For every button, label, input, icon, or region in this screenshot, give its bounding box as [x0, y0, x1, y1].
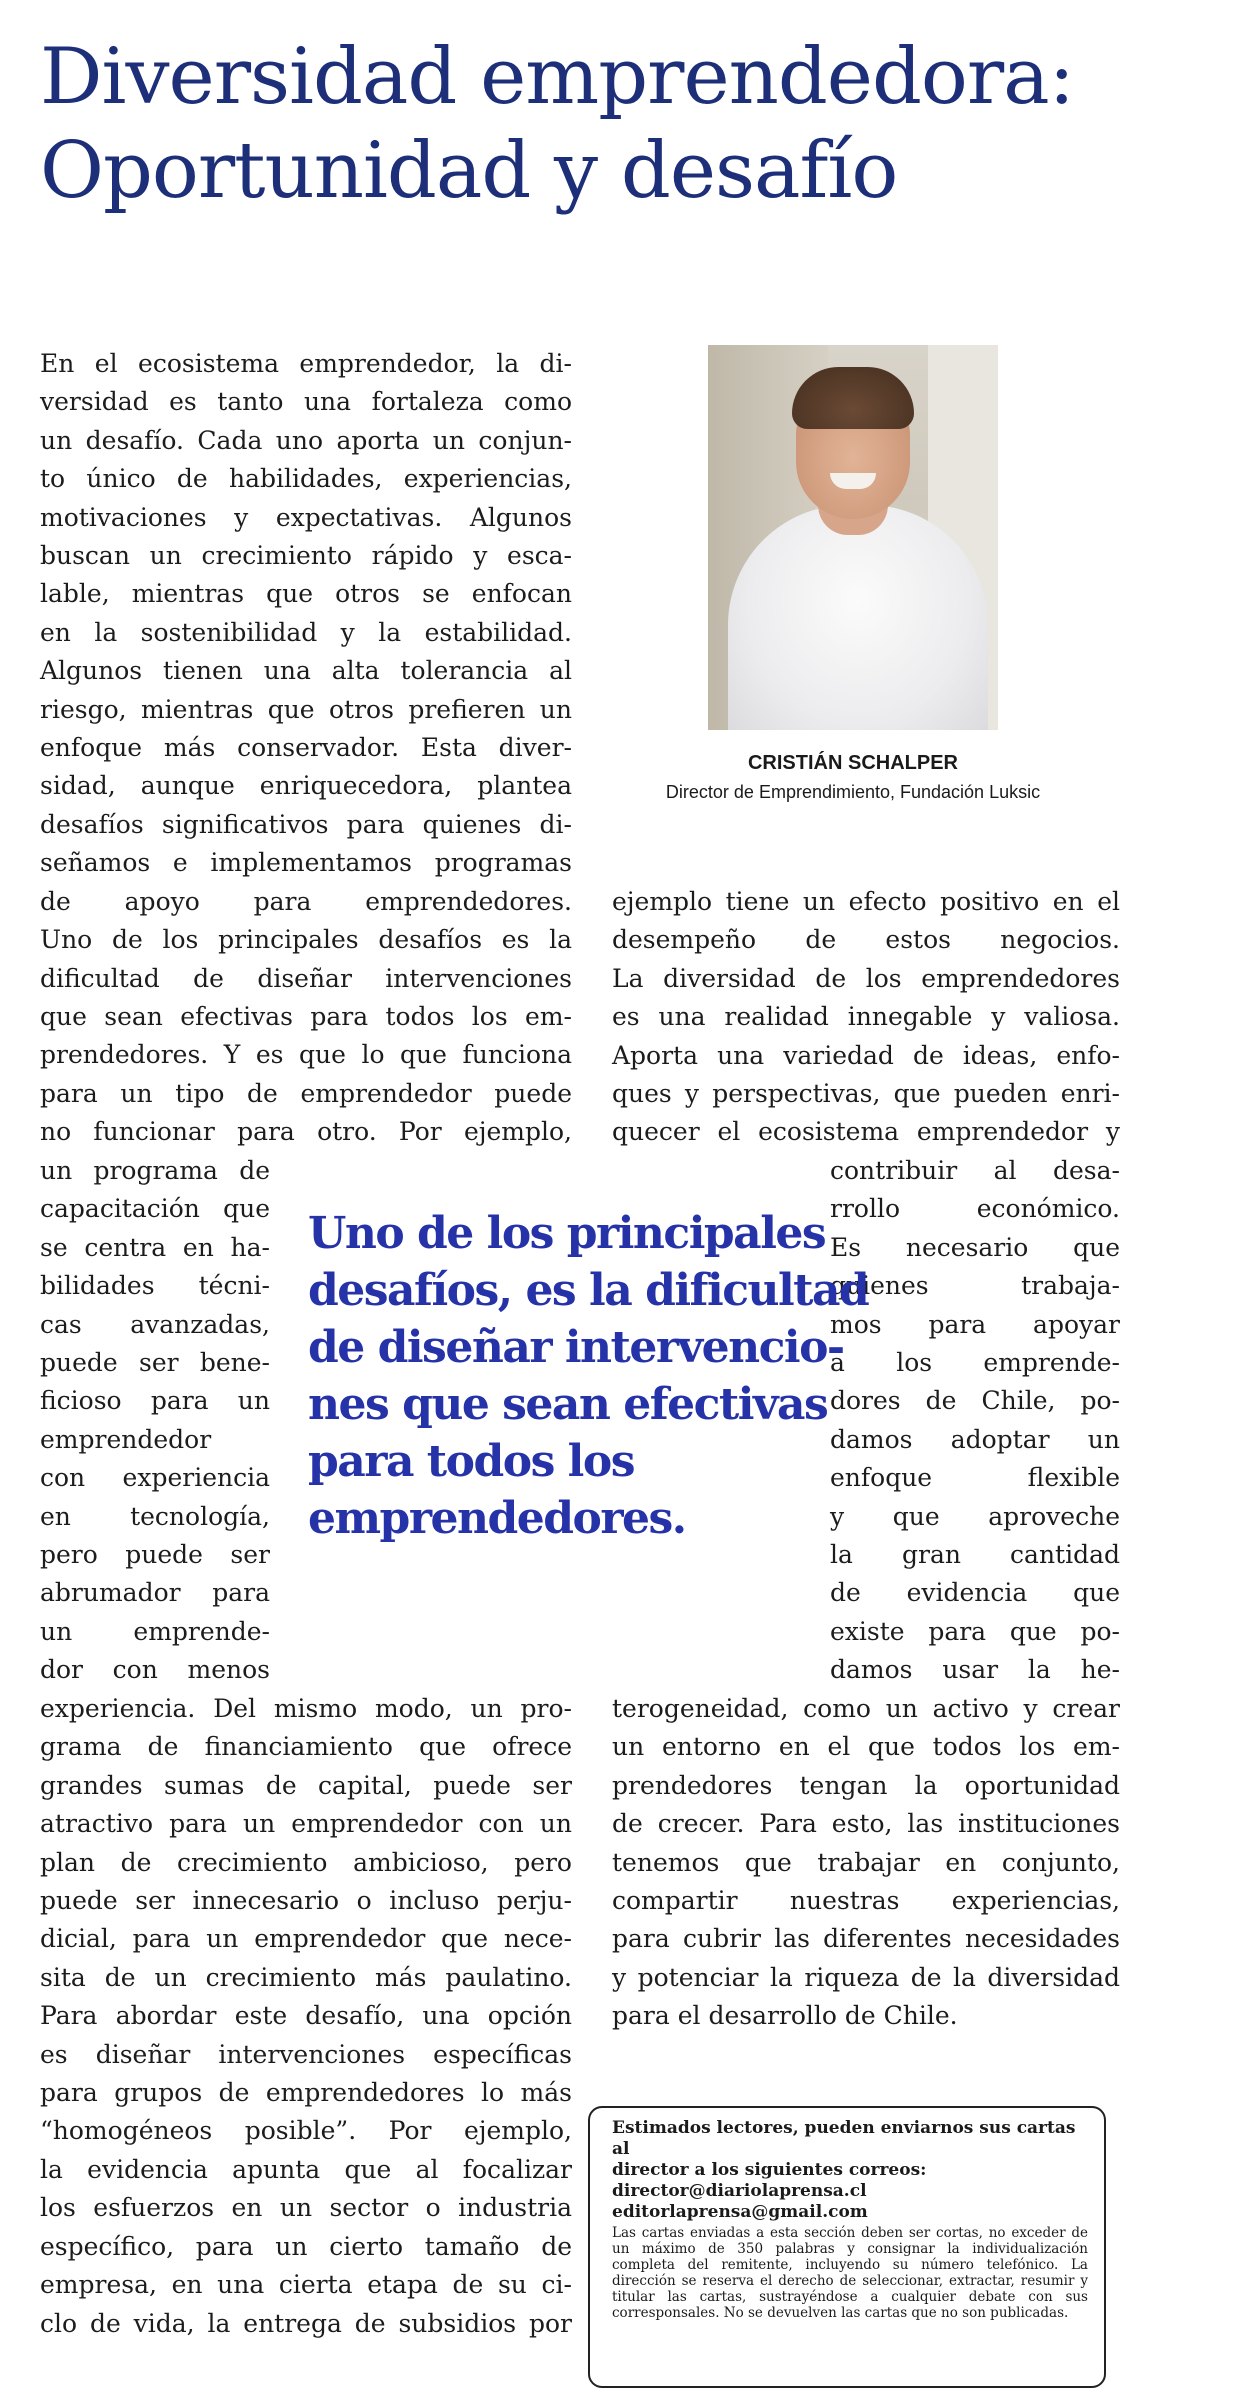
- pull-quote: [308, 1205, 869, 1547]
- letters-email-director: director@diariolaprensa.cl: [612, 2181, 867, 2201]
- text-line: sita de un crecimiento más paulatino.: [40, 1962, 572, 1992]
- letters-policy-text: Las cartas enviadas a esta sección deben ser cortas, no exceder de un máximo de 350 palabras y consignar la individualización completa del remitente, incluyendo su número telefónico. La dirección se reserva el derecho de seleccionar, extractar, resumir y titular las cartas, sustrayéndose a cualquier debate con sus corresponsales. No se devuelven las cartas que no son publicadas.: [612, 2225, 1088, 2321]
- column-1-top: [40, 345, 572, 1152]
- text-line: ficioso para un: [40, 1386, 270, 1416]
- text-line: contribuir al desa-: [830, 1156, 1120, 1185]
- text-line: “homogéneos posible”. Por ejemplo,: [40, 2116, 572, 2146]
- pull-quote-line: de diseñar intervencio-: [308, 1322, 844, 1373]
- text-line: Aporta una variedad de ideas, enfo-: [612, 1040, 1120, 1070]
- text-line: Para abordar este desafío, una opción: [40, 2001, 572, 2031]
- text-line: Algunos tienen una alta tolerancia al: [40, 656, 572, 686]
- text-line: específico, para un cierto tamaño de: [40, 2231, 572, 2261]
- text-line: para el desarrollo de Chile.: [612, 2001, 958, 2031]
- text-line: dores de Chile, po-: [830, 1386, 1120, 1416]
- text-line: lable, mientras que otros se enfocan: [40, 579, 572, 609]
- text-line: plan de crecimiento ambicioso, pero: [40, 1847, 572, 1877]
- text-line: terogeneidad, como un activo y crear: [612, 1694, 1120, 1723]
- text-line: prendedores tengan la oportunidad: [612, 1770, 1120, 1800]
- text-line: y que aproveche: [830, 1501, 1120, 1531]
- text-line: desafíos significativos para quienes di-: [40, 809, 572, 839]
- text-line: con experiencia: [40, 1463, 270, 1493]
- text-line: buscan un crecimiento rápido y esca-: [40, 541, 572, 571]
- letters-heading-2: director a los siguientes correos:: [612, 2160, 927, 2180]
- text-line: pero puede ser: [40, 1540, 270, 1570]
- text-line: la evidencia apunta que al focalizar: [40, 2154, 572, 2184]
- text-line: a los emprende-: [830, 1348, 1120, 1378]
- text-line: que sean efectivas para todos los em-: [40, 1001, 572, 1031]
- text-line: puede ser bene-: [40, 1348, 270, 1378]
- text-line: de crecer. Para esto, las instituciones: [612, 1809, 1120, 1839]
- text-line: empresa, en una cierta etapa de su ci-: [40, 2270, 572, 2300]
- text-line: en la sostenibilidad y la estabilidad.: [40, 617, 572, 647]
- text-line: grama de financiamiento que ofrece: [40, 1732, 572, 1762]
- text-line: los esfuerzos en un sector o industria: [40, 2193, 572, 2223]
- text-line: un desafío. Cada uno aporta un conjun-: [40, 425, 572, 455]
- text-line: no funcionar para otro. Por ejemplo,: [40, 1117, 572, 1147]
- text-line: tenemos que trabajar en conjunto,: [612, 1847, 1120, 1877]
- text-line: capacitación que: [40, 1194, 270, 1224]
- text-line: desempeño de estos negocios.: [612, 925, 1120, 955]
- pull-quote-line: nes que sean efectivas: [308, 1379, 828, 1430]
- text-line: abrumador para: [40, 1578, 270, 1608]
- text-line: rrollo económico.: [830, 1194, 1120, 1224]
- text-line: La diversidad de los emprendedores: [612, 963, 1120, 993]
- column-2-bottom: [612, 1690, 1120, 2036]
- text-line: Es necesario que: [830, 1232, 1120, 1262]
- author-name: CRISTIÁN SCHALPER: [747, 752, 958, 774]
- text-line: atractivo para un emprendedor con un: [40, 1809, 572, 1839]
- column-1-bottom: [40, 1690, 572, 2343]
- pull-quote-line: desafíos, es la dificultad: [308, 1265, 869, 1316]
- text-line: es diseñar intervenciones específicas: [40, 2039, 572, 2069]
- text-line: y potenciar la riqueza de la diversidad: [612, 1962, 1120, 1992]
- text-line: quecer el ecosistema emprendedor y: [612, 1117, 1120, 1147]
- pull-quote-line: Uno de los principales: [308, 1208, 826, 1259]
- text-line: ejemplo tiene un efecto positivo en el: [612, 887, 1120, 916]
- text-line: existe para que po-: [830, 1616, 1120, 1646]
- text-line: clo de vida, la entrega de subsidios por: [40, 2308, 572, 2338]
- text-line: puede ser innecesario o incluso perju-: [40, 1886, 572, 1916]
- text-line: to único de habilidades, experiencias,: [40, 464, 572, 494]
- text-line: mos para apoyar: [830, 1309, 1120, 1339]
- text-line: enfoque flexible: [830, 1463, 1120, 1493]
- text-line: para cubrir las diferentes necesidades: [612, 1924, 1120, 1954]
- letters-heading-1: Estimados lectores, pueden enviarnos sus cartas al: [612, 2118, 1076, 2159]
- text-line: damos adoptar un: [830, 1424, 1120, 1454]
- text-line: enfoque más conservador. Esta diver-: [40, 733, 572, 763]
- text-line: un emprende-: [40, 1616, 270, 1646]
- text-line: para grupos de emprendedores lo más: [40, 2078, 572, 2108]
- text-line: la gran cantidad: [830, 1540, 1120, 1570]
- text-line: motivaciones y expectativas. Algunos: [40, 502, 572, 532]
- text-line: cas avanzadas,: [40, 1309, 270, 1339]
- text-line: quienes trabaja-: [830, 1271, 1120, 1301]
- text-line: compartir nuestras experiencias,: [612, 1886, 1120, 1916]
- text-line: En el ecosistema emprendedor, la di-: [40, 349, 572, 378]
- text-line: en tecnología,: [40, 1501, 270, 1531]
- text-line: versidad es tanto una fortaleza como: [40, 387, 572, 417]
- pull-quote-line: emprendedores.: [308, 1493, 686, 1544]
- text-line: emprendedor: [40, 1424, 212, 1454]
- text-line: dicial, para un emprendedor que nece-: [40, 1924, 572, 1954]
- author-role: Director de Emprendimiento, Fundación Luksic: [665, 782, 1041, 802]
- text-line: de evidencia que: [830, 1578, 1120, 1608]
- text-line: ques y perspectivas, que pueden enri-: [612, 1079, 1120, 1109]
- text-line: un entorno en el que todos los em-: [612, 1732, 1120, 1762]
- column-1-narrow: [40, 1152, 270, 1690]
- headline-line-1: Diversidad emprendedora:: [40, 32, 1074, 122]
- author-photo: [708, 345, 998, 730]
- article-headline: [40, 30, 1210, 218]
- text-line: sidad, aunque enriquecedora, plantea: [40, 771, 572, 801]
- text-line: dor con menos: [40, 1655, 270, 1685]
- letters-email-editor: editorlaprensa@gmail.com: [612, 2202, 868, 2222]
- pull-quote-line: para todos los: [308, 1436, 634, 1487]
- text-line: damos usar la he-: [830, 1655, 1120, 1685]
- text-line: dificultad de diseñar intervenciones: [40, 963, 572, 993]
- text-line: Uno de los principales desafíos es la: [40, 925, 572, 955]
- text-line: para un tipo de emprendedor puede: [40, 1078, 572, 1108]
- column-2-narrow: [830, 1152, 1120, 1690]
- text-line: de apoyo para emprendedores.: [40, 886, 572, 916]
- text-line: se centra en ha-: [40, 1232, 270, 1262]
- text-line: experiencia. Del mismo modo, un pro-: [40, 1694, 572, 1723]
- text-line: prendedores. Y es que lo que funciona: [40, 1040, 572, 1070]
- text-line: es una realidad innegable y valiosa.: [612, 1002, 1120, 1032]
- text-line: riesgo, mientras que otros prefieren un: [40, 694, 572, 724]
- text-line: bilidades técni-: [40, 1271, 270, 1301]
- text-line: un programa de: [40, 1156, 270, 1185]
- letters-to-editor-box: [588, 2106, 1106, 2388]
- headline-line-2: Oportunidad y desafío: [40, 126, 898, 216]
- column-2-top: [612, 883, 1120, 1152]
- text-line: señamos e implementamos programas: [40, 848, 572, 878]
- text-line: grandes sumas de capital, puede ser: [40, 1770, 572, 1800]
